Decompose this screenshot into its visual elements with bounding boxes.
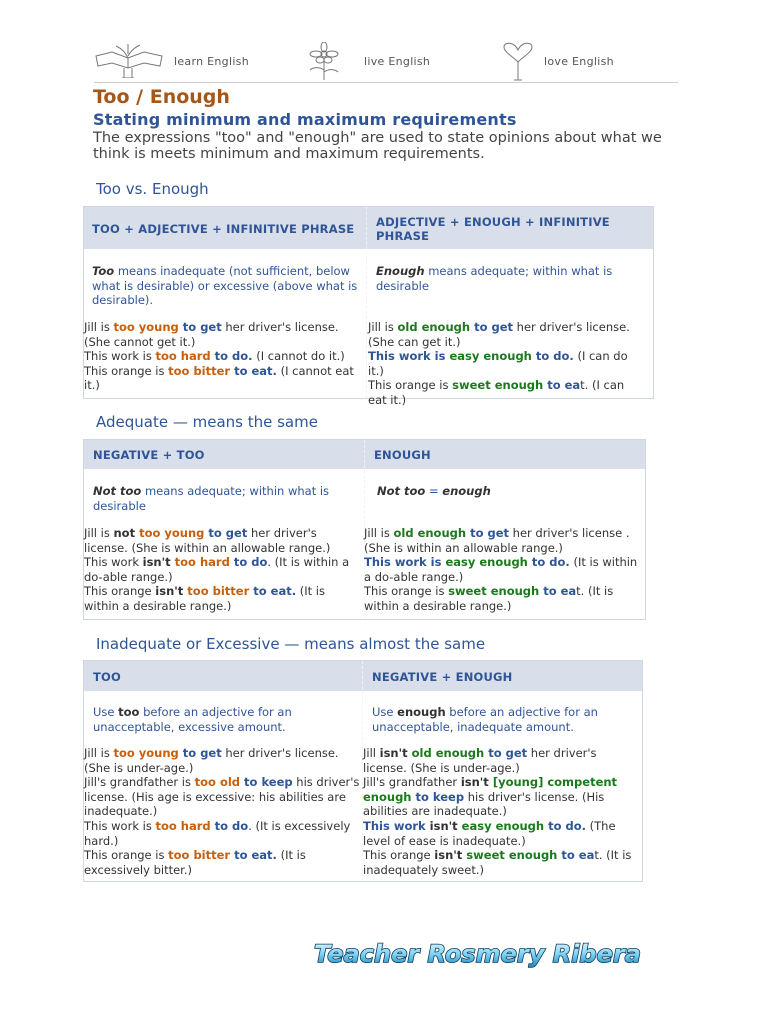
page-subtitle: Stating minimum and maximum requirements: [93, 110, 517, 129]
comparison-table-too-vs-enough: [83, 206, 654, 407]
table-header-row: [84, 207, 653, 249]
table-header-cell: TOO + ADJECTIVE + INFINITIVE PHRASE: [92, 222, 355, 236]
intro-paragraph: The expressions "too" and "enough" are used to state opinions about what we think is meets minimum and maximum requirements.: [93, 130, 662, 162]
table-header-row: [84, 661, 642, 691]
examples-cell: Jill isn't old enough to get her driver's license. (She is under-age.) Jill's grandfather isn't [young] competent enough to keep his driver's license. (His abilities are inadequate.) This work isn't easy enough to do. (The level of ease is inadequate.) This orange isn't sweet enough to eat. (It is inadequately sweet.): [363, 746, 632, 877]
teacher-signature: [312, 932, 672, 976]
heart-plant-icon: [492, 42, 544, 82]
definition-cell: Not too means adequate; within what is desirable: [93, 484, 330, 513]
banner-item-learn: [94, 38, 284, 80]
examples-cell: Jill is old enough to get her driver's license .(She is within an allowable range.) This work is easy enough to do. (It is within a do-able range.) This orange is sweet enough to eat. (It is within a desirable range.): [364, 526, 638, 613]
comparison-table-inadequate: [83, 660, 643, 882]
examples-cell: Jill is old enough to get her driver's license. (She can get it.) This work is easy enough to do. (I can do it.) This orange is sweet enough to eat. (I can eat it.): [368, 320, 630, 407]
table-header-cell: ENOUGH: [374, 448, 431, 462]
examples-cell: Jill is too young to get her driver's license. (She is under-age.) Jill's grandfather is too old to keep his driver's license. (His age is excessive: his abilities are inadequate.) This work is too hard to do. (It is excessively hard.) This orange is too bitter to eat. (It is excessively bitter.): [84, 746, 360, 877]
definition-cell: Enough means adequate; within what is desirable: [376, 264, 613, 293]
comparison-table-adequate: [83, 439, 646, 620]
open-book-plant-icon: [94, 42, 166, 78]
examples-cell: Jill is not too young to get her driver's license. (She is within an allowable range.) This work isn't too hard to do. (It is within a do-able range.) This orange isn't too bitter to eat. (It is within a desirable range.): [84, 526, 350, 613]
page-title: Too / Enough: [93, 86, 230, 108]
banner-label-learn: learn English: [174, 55, 249, 68]
table-header-cell: NEGATIVE + TOO: [93, 448, 205, 462]
section-title-inadequate: Inadequate or Excessive — means almost the same: [96, 635, 486, 653]
definition-cell: Too means inadequate (not sufficient, below what is desirable) or excessive (above what is desirable).: [92, 264, 358, 308]
table-header-cell: NEGATIVE + ENOUGH: [372, 670, 513, 684]
column-divider: [366, 207, 367, 398]
table-header-cell: ADJECTIVE + ENOUGH + INFINITIVE PHRASE: [376, 215, 610, 243]
header-banner: [94, 38, 678, 83]
banner-item-live: [294, 38, 484, 80]
section-title-too-vs-enough: Too vs. Enough: [96, 180, 209, 198]
definition-cell: Use enough before an adjective for an unacceptable, inadequate amount.: [372, 705, 598, 734]
table-header-cell: TOO: [93, 670, 121, 684]
definition-cell: Not too = enough: [377, 484, 491, 498]
banner-item-love: [492, 38, 678, 80]
banner-label-love: love English: [544, 55, 614, 68]
signature-text: Teacher Rosmery Ribera: [314, 940, 641, 968]
definition-cell: Use too before an adjective for an unacceptable, excessive amount.: [93, 705, 292, 734]
banner-label-live: live English: [364, 55, 431, 68]
flower-icon: [294, 42, 354, 82]
examples-cell: Jill is too young to get her driver's license. (She cannot get it.) This work is too hard to do. (I cannot do it.) This orange is too bitter to eat. (I cannot eat it.): [84, 320, 354, 393]
section-title-adequate: Adequate — means the same: [96, 413, 318, 431]
